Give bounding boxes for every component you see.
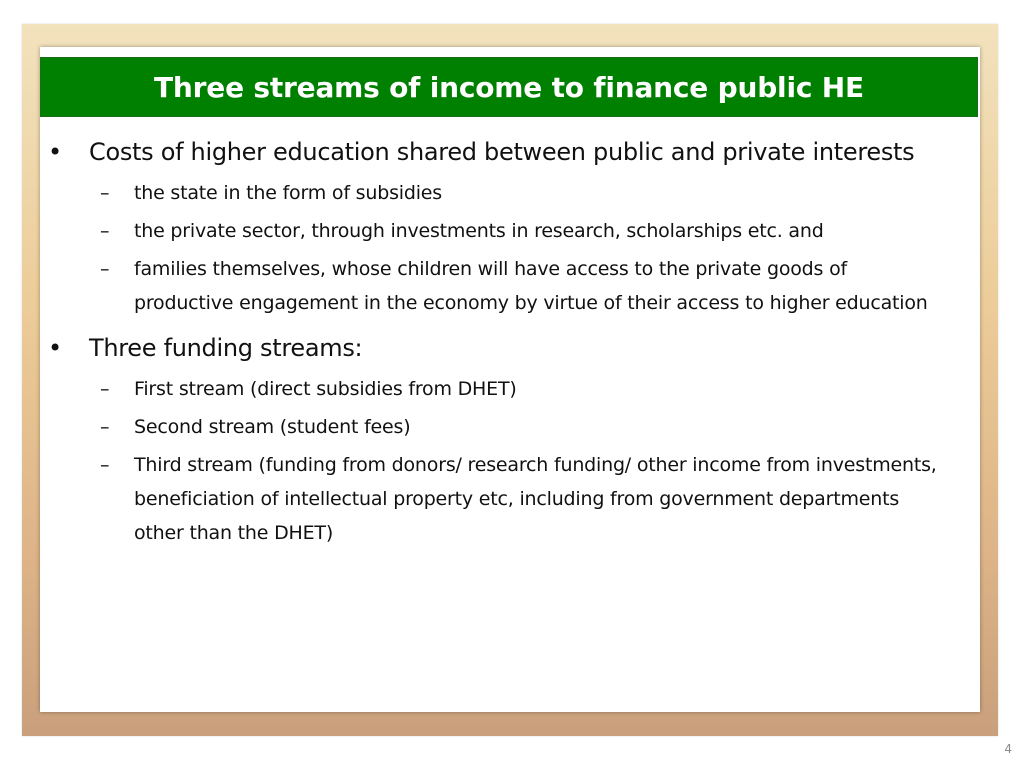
title-bar bbox=[40, 57, 978, 117]
bullet-icon: • bbox=[48, 334, 62, 362]
dash-icon: – bbox=[100, 416, 110, 438]
dash-icon: – bbox=[100, 220, 110, 242]
sub-bullet-text: families themselves, whose children will have access to the private goods of productive engagement in the economy by virtue of their access to higher education bbox=[134, 258, 928, 314]
dash-icon: – bbox=[100, 182, 110, 204]
bullet-icon: • bbox=[48, 138, 62, 166]
dash-icon: – bbox=[100, 258, 110, 280]
bullet-text: Costs of higher education shared between public and private interests bbox=[89, 138, 915, 166]
bullet-item bbox=[48, 328, 948, 368]
dash-icon: – bbox=[100, 378, 110, 400]
sub-bullet-item bbox=[48, 448, 948, 550]
bullet-text: Three funding streams: bbox=[89, 334, 363, 362]
sub-bullet-item bbox=[48, 214, 948, 248]
sub-bullet-item bbox=[48, 372, 948, 406]
sub-bullet-text: Third stream (funding from donors/ research funding/ other income from investments, beneficiation of intellectual property etc, including from government departments other than the DHET) bbox=[134, 454, 937, 544]
sub-bullet-text: the state in the form of subsidies bbox=[134, 182, 442, 204]
page-number: 4 bbox=[1004, 742, 1012, 756]
dash-icon: – bbox=[100, 454, 110, 476]
sub-bullet-item bbox=[48, 252, 948, 320]
sub-bullet-item bbox=[48, 410, 948, 444]
sub-bullet-text: Second stream (student fees) bbox=[134, 416, 411, 438]
slide-title: Three streams of income to finance public HE bbox=[154, 70, 864, 104]
sub-bullet-item bbox=[48, 176, 948, 210]
bullet-item bbox=[48, 132, 948, 172]
sub-bullet-text: First stream (direct subsidies from DHET) bbox=[134, 378, 517, 400]
sub-bullet-text: the private sector, through investments in research, scholarships etc. and bbox=[134, 220, 824, 242]
bullet-list bbox=[48, 132, 948, 550]
